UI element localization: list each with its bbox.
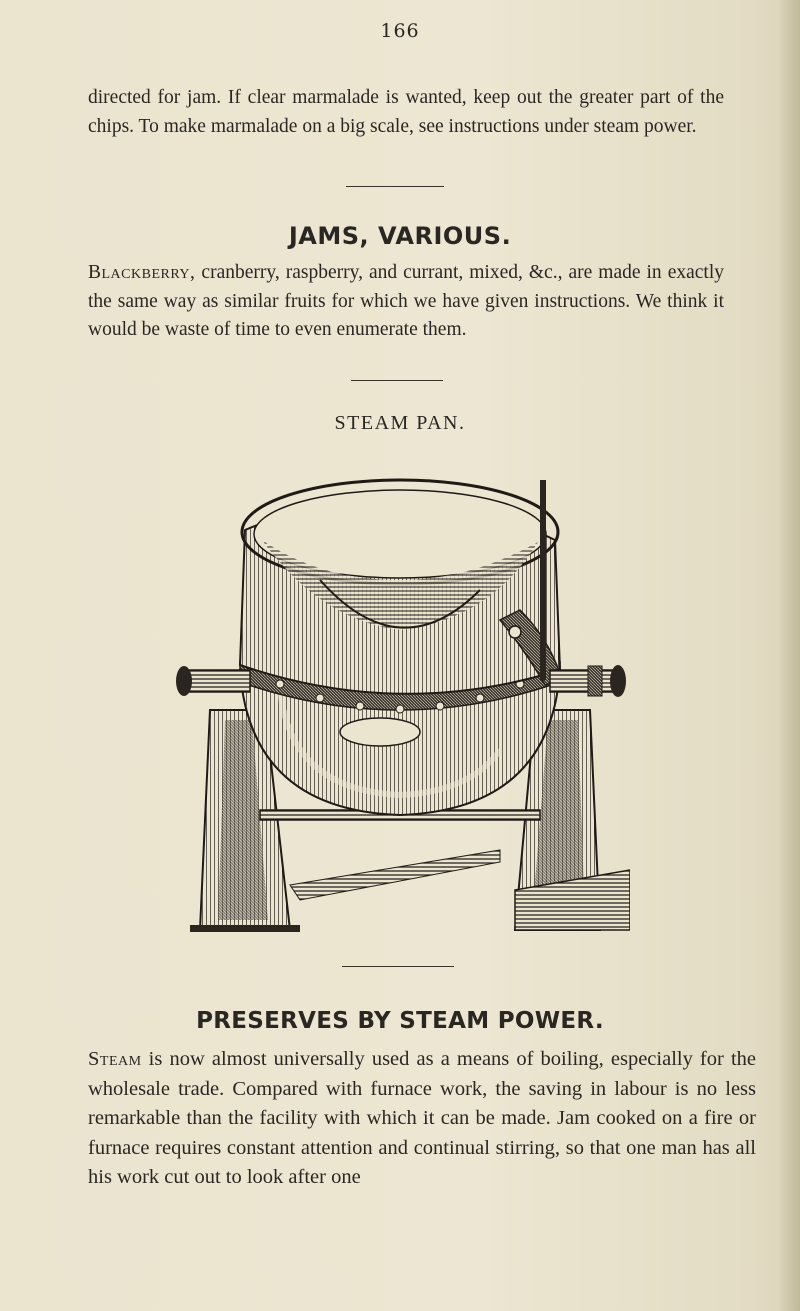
intro-paragraph: directed for jam. If clear marmalade is wanted, keep out the greater part of the chips. To make marmalade on a big scale, see instructions under steam power. [88,87,724,137]
steam-pan-engraving [170,470,630,940]
page-edge-shadow [778,0,800,1311]
preserves-heading: PRESERVES BY STEAM POWER. [196,1008,604,1034]
jams-lead-word: Blackberry, [88,262,196,283]
preserves-lead-word: Steam [88,1048,142,1070]
preserves-paragraph [88,1045,756,1193]
jams-heading: JAMS, VARIOUS. [288,222,512,250]
section-divider [346,186,444,187]
jams-paragraph [88,259,724,345]
section-divider-2 [342,966,454,967]
preserves-body: is now almost universally used as a means of boiling, especially for the wholesale trade. Compared with furnace work, the saving in labour is no less remarkable than the facility with which it can be made. Jam cooked on a fire or furnace requires constant attention and continual stirring, so that one man has all his work cut out to look after one [88,1048,756,1188]
figure-caption: STEAM PAN. [334,412,466,434]
page-number: 166 [380,20,420,42]
steam-pan-illustration [170,470,630,940]
jams-body: cranberry, raspberry, and currant, mixed, &c., are made in exactly the same way as similar fruits for which we have given instructions. We think it would be waste of time to even enumerate them. [88,262,724,340]
figure-divider [351,380,443,381]
